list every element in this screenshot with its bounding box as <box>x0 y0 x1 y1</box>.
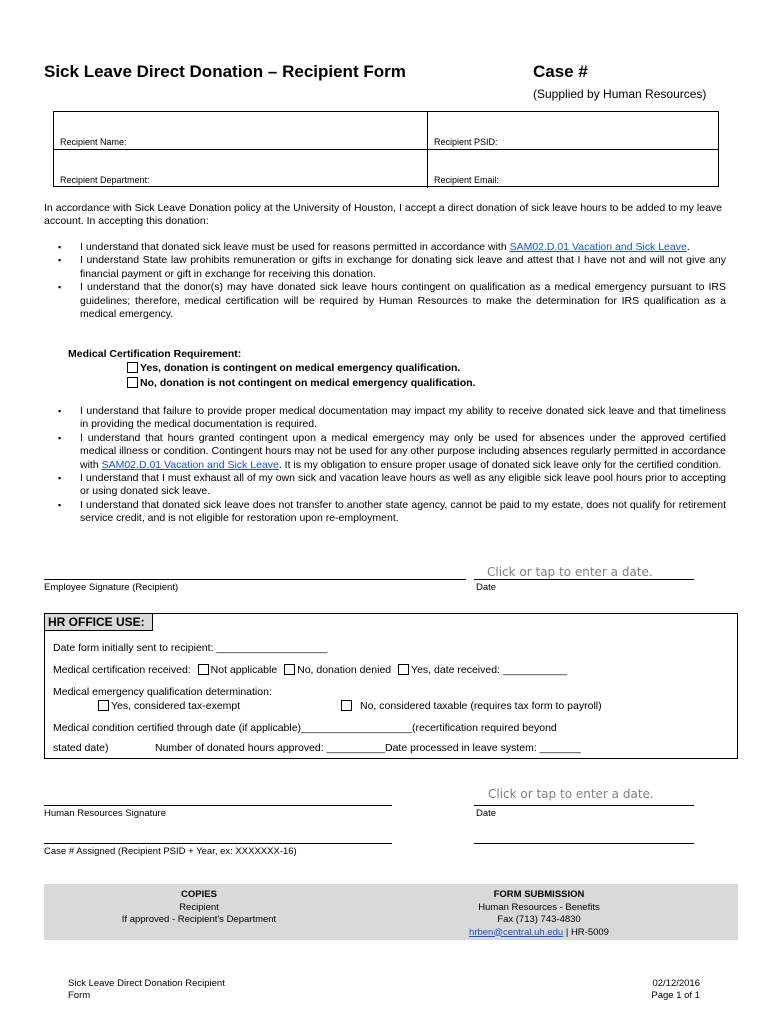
qualification-label: Medical emergency qualification determination: <box>53 686 272 698</box>
medical-no-option[interactable]: No, donation is not contingent on medical emergency qualification. <box>127 377 475 389</box>
employee-date-line <box>474 579 694 580</box>
hr-office-heading: HR OFFICE USE: <box>45 614 153 631</box>
list-item: ▪ I understand that donated sick leave must be used for reasons permitted in accordance with SAM02.D.01 Vacation and Sick Leave. <box>58 241 690 253</box>
donation-denied-checkbox[interactable] <box>284 664 295 675</box>
hr-email-link[interactable]: hrben@central.uh.edu <box>469 926 564 938</box>
form-title: Sick Leave Direct Donation – Recipient Form <box>44 62 406 81</box>
date-sent-field[interactable]: Date form initially sent to recipient: ___________________ <box>53 642 328 654</box>
checkbox[interactable] <box>98 700 109 711</box>
copies-section: COPIES Recipient If approved - Recipient's Department <box>121 889 277 925</box>
recipient-department-field[interactable]: Recipient Department: <box>60 175 150 185</box>
form-number: HR-5009 <box>570 926 609 938</box>
footer-form-name: Sick Leave Direct Donation Recipient Form <box>68 978 225 1001</box>
not-applicable-checkbox[interactable] <box>198 664 209 675</box>
list-item: ▪ I understand State law prohibits remuneration or gifts in exchange for donating sick leave and attest that I have not and will not give any financial payment or gift in exchange for receiving this donation. <box>58 254 726 280</box>
case-assigned-line[interactable] <box>44 843 392 844</box>
case-number-note: (Supplied by Human Resources) <box>533 87 707 101</box>
sam-policy-link-2[interactable]: SAM02.D.01 Vacation and Sick Leave <box>101 458 279 471</box>
intro-paragraph: In accordance with Sick Leave Donation policy at the University of Houston, I accept a direct donation of sick leave hours to be added to my leave account. In accepting this donation: <box>44 202 722 228</box>
recipient-info-table <box>53 111 719 187</box>
list-item: ▪ I understand that failure to provide proper medical documentation may impact my ability to receive donated sick leave and that timeliness in providing the medical documentation is required. <box>58 405 726 431</box>
taxable-option[interactable]: No, considered taxable (requires tax form to payroll) <box>341 700 602 712</box>
checkbox[interactable] <box>341 700 352 711</box>
stated-date-label: stated date) <box>53 742 109 754</box>
checkbox[interactable] <box>127 362 138 373</box>
acknowledgement-list-1 <box>58 241 726 321</box>
date-received-checkbox[interactable] <box>398 664 409 675</box>
form-submission-section: FORM SUBMISSION Human Resources - Benefits Fax (713) 743-4830 hrben@central.uh.edu | HR-5009 <box>469 889 609 938</box>
hr-date-line <box>474 805 694 806</box>
acknowledgement-list-2 <box>58 405 726 526</box>
recipient-email-field[interactable]: Recipient Email: <box>434 175 500 185</box>
hr-date-label: Date <box>476 808 497 819</box>
tax-exempt-option[interactable]: Yes, considered tax-exempt <box>98 700 240 712</box>
case-assigned-label: Case # Assigned (Recipient PSID + Year, ex: XXXXXXX-16) <box>44 846 297 857</box>
list-item: ▪ I understand that hours granted contingent upon a medical emergency may only be used for absences under the approved certified medical illness or condition. Contingent hours may not be used for any other purpose including absences regularly permitted in accordance with SAM02.D.01 Vacation and Sick Leave. It is my obligation to ensure proper usage of donated sick leave only for the certified condition. <box>58 431 726 471</box>
checkbox[interactable] <box>127 377 138 388</box>
employee-signature-line[interactable] <box>44 579 466 580</box>
cert-received-row: Medical certification received: Not applicable No, donation denied Yes, date received: ___________ <box>53 664 568 676</box>
sam-policy-link[interactable]: SAM02.D.01 Vacation and Sick Leave <box>509 241 687 253</box>
hr-signature-label: Human Resources Signature <box>44 808 166 819</box>
list-item: ▪ I understand that the donor(s) may have donated sick leave hours contingent on qualification as a medical emergency pursuant to IRS guidelines; therefore, medical certification will be required by Human Resources to make the determination for IRS qualification as a medical emergency. <box>58 281 726 321</box>
medical-cert-heading: Medical Certification Requirement: <box>68 348 242 360</box>
hr-signature-line[interactable] <box>44 805 392 806</box>
hr-date-picker[interactable]: Click or tap to enter a date. <box>488 787 654 801</box>
recipient-psid-field[interactable]: Recipient PSID: <box>434 137 498 147</box>
hr-office-use-box <box>44 613 738 759</box>
recipient-name-field[interactable]: Recipient Name: <box>60 137 127 147</box>
copies-submission-box <box>44 884 738 940</box>
medical-yes-option[interactable]: Yes, donation is contingent on medical emergency qualification. <box>127 362 460 374</box>
employee-date-picker[interactable]: Click or tap to enter a date. <box>487 565 653 579</box>
employee-signature-label: Employee Signature (Recipient) <box>44 582 179 593</box>
list-item: ▪ I understand that I must exhaust all of my own sick and vacation leave hours as well as any eligible sick leave pool hours prior to accepting or using donated sick leave. <box>58 472 726 498</box>
case-number-label: Case # <box>533 62 588 81</box>
condition-cert-field[interactable]: Medical condition certified through date (if applicable)___________________(recertification required beyond <box>53 722 557 734</box>
employee-date-label: Date <box>476 582 497 593</box>
list-item: ▪ I understand that donated sick leave does not transfer to another state agency, cannot be paid to my estate, does not qualify for retirement service credit, and is not eligible for restoration upon re-employment. <box>58 498 726 525</box>
footer-date-page: 02/12/2016 Page 1 of 1 <box>651 978 700 1001</box>
case-assigned-line-2 <box>474 843 694 844</box>
hours-approved-field[interactable]: Number of donated hours approved: __________Date processed in leave system: _______ <box>155 742 581 754</box>
